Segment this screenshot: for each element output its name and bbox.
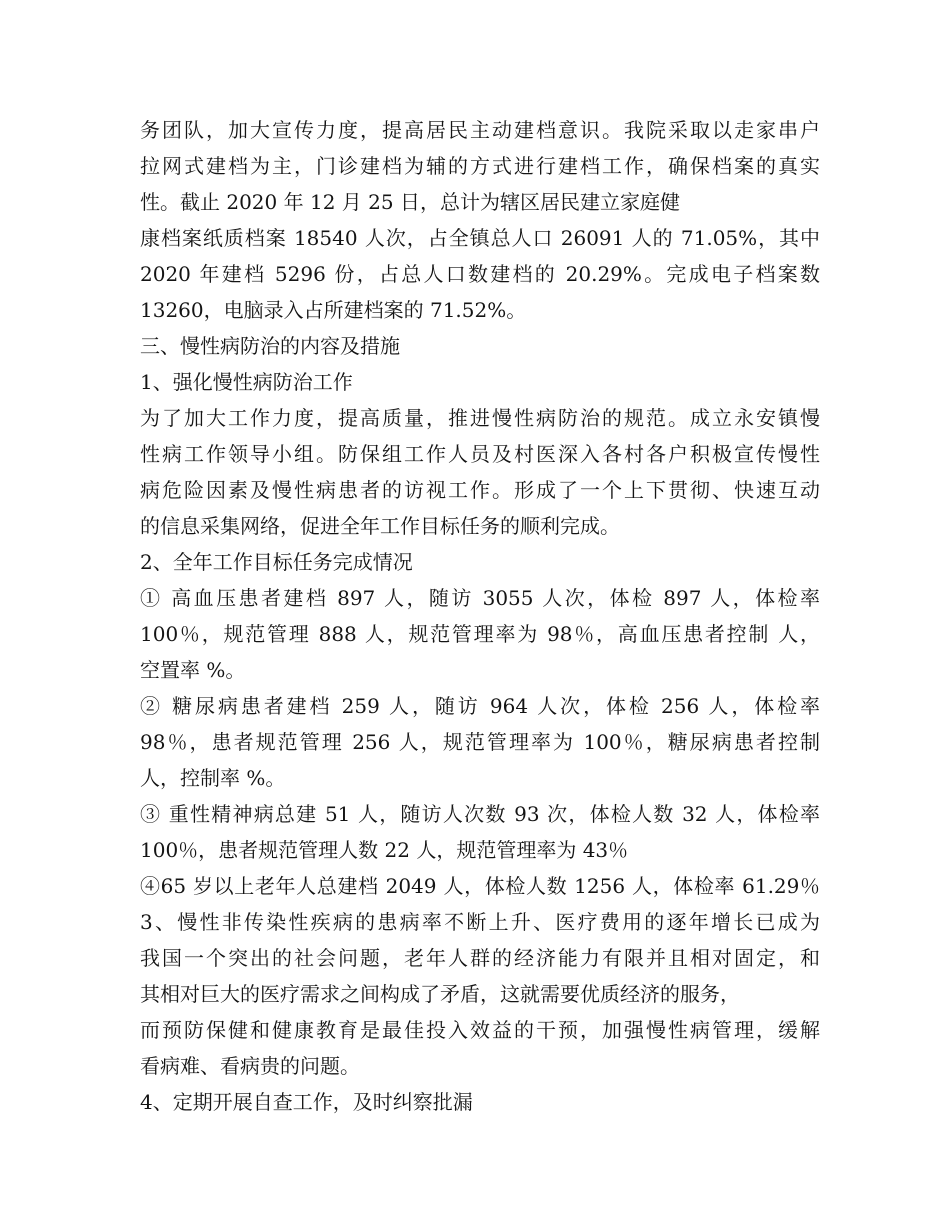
body-text-line: ② 糖尿病患者建档 259 人，随访 964 人次，体检 256 人，体检率 [140,694,820,718]
body-text-line: 空置率 %。 [140,658,246,682]
body-text-line: 98％，患者规范管理 256 人，规范管理率为 100％，糖尿病患者控制 [140,730,820,754]
body-text-line: ③ 重性精神病总建 51 人，随访人次数 93 次，体检人数 32 人，体检率 [140,802,820,826]
body-text-line: 的信息采集网络，促进全年工作目标任务的顺利完成。 [140,514,620,538]
body-text-line: 康档案纸质档案 18540 人次，占全镇总人口 26091 人的 71.05%，其中 [140,226,820,250]
body-text-line: 性。截止 2020 年 12 月 25 日，总计为辖区居民建立家庭健 [140,190,680,214]
body-text-line: 其相对巨大的医疗需求之间构成了矛盾，这就需要优质经济的服务， [140,982,740,1006]
body-text-line: 3、慢性非传染性疾病的患病率不断上升、医疗费用的逐年增长已成为 [140,910,820,934]
subsection-heading: 2、全年工作目标任务完成情况 [140,550,413,574]
body-text-line: 看病难、看病贵的问题。 [140,1054,360,1078]
body-text-line: 为了加大工作力度，提高质量，推进慢性病防治的规范。成立永安镇慢 [140,406,820,430]
body-text-line: 病危险因素及慢性病患者的访视工作。形成了一个上下贯彻、快速互动 [140,478,820,502]
body-text-line: 我国一个突出的社会问题，老年人群的经济能力有限并且相对固定，和 [140,946,820,970]
subsection-heading: 1、强化慢性病防治工作 [140,370,353,394]
body-text-line: ④65 岁以上老年人总建档 2049 人，体检人数 1256 人，体检率 61.29％ [140,874,820,898]
body-text-line: 100％，规范管理 888 人，规范管理率为 98％，高血压患者控制 人， [140,622,820,646]
body-text-line: 务团队，加大宣传力度，提高居民主动建档意识。我院采取以走家串户 [140,118,820,142]
body-text-line: ① 高血压患者建档 897 人，随访 3055 人次，体检 897 人，体检率 [140,586,820,610]
body-text-line: 100％，患者规范管理人数 22 人，规范管理率为 43％ [140,838,629,862]
body-text-line: 人，控制率 %。 [140,766,286,790]
body-text-line: 拉网式建档为主，门诊建档为辅的方式进行建档工作，确保档案的真实 [140,154,820,178]
body-text-line: 13260，电脑录入占所建档案的 71.52%。 [140,298,527,322]
subsection-heading: 4、定期开展自查工作，及时纠察批漏 [140,1090,473,1114]
body-text-line: 而预防保健和健康教育是最佳投入效益的干预，加强慢性病管理，缓解 [140,1018,820,1042]
body-text-line: 2020 年建档 5296 份，占总人口数建档的 20.29%。完成电子档案数 [140,262,820,286]
section-heading: 三、慢性病防治的内容及措施 [140,334,400,358]
body-text-line: 性病工作领导小组。防保组工作人员及村医深入各村各户积极宣传慢性 [140,442,820,466]
